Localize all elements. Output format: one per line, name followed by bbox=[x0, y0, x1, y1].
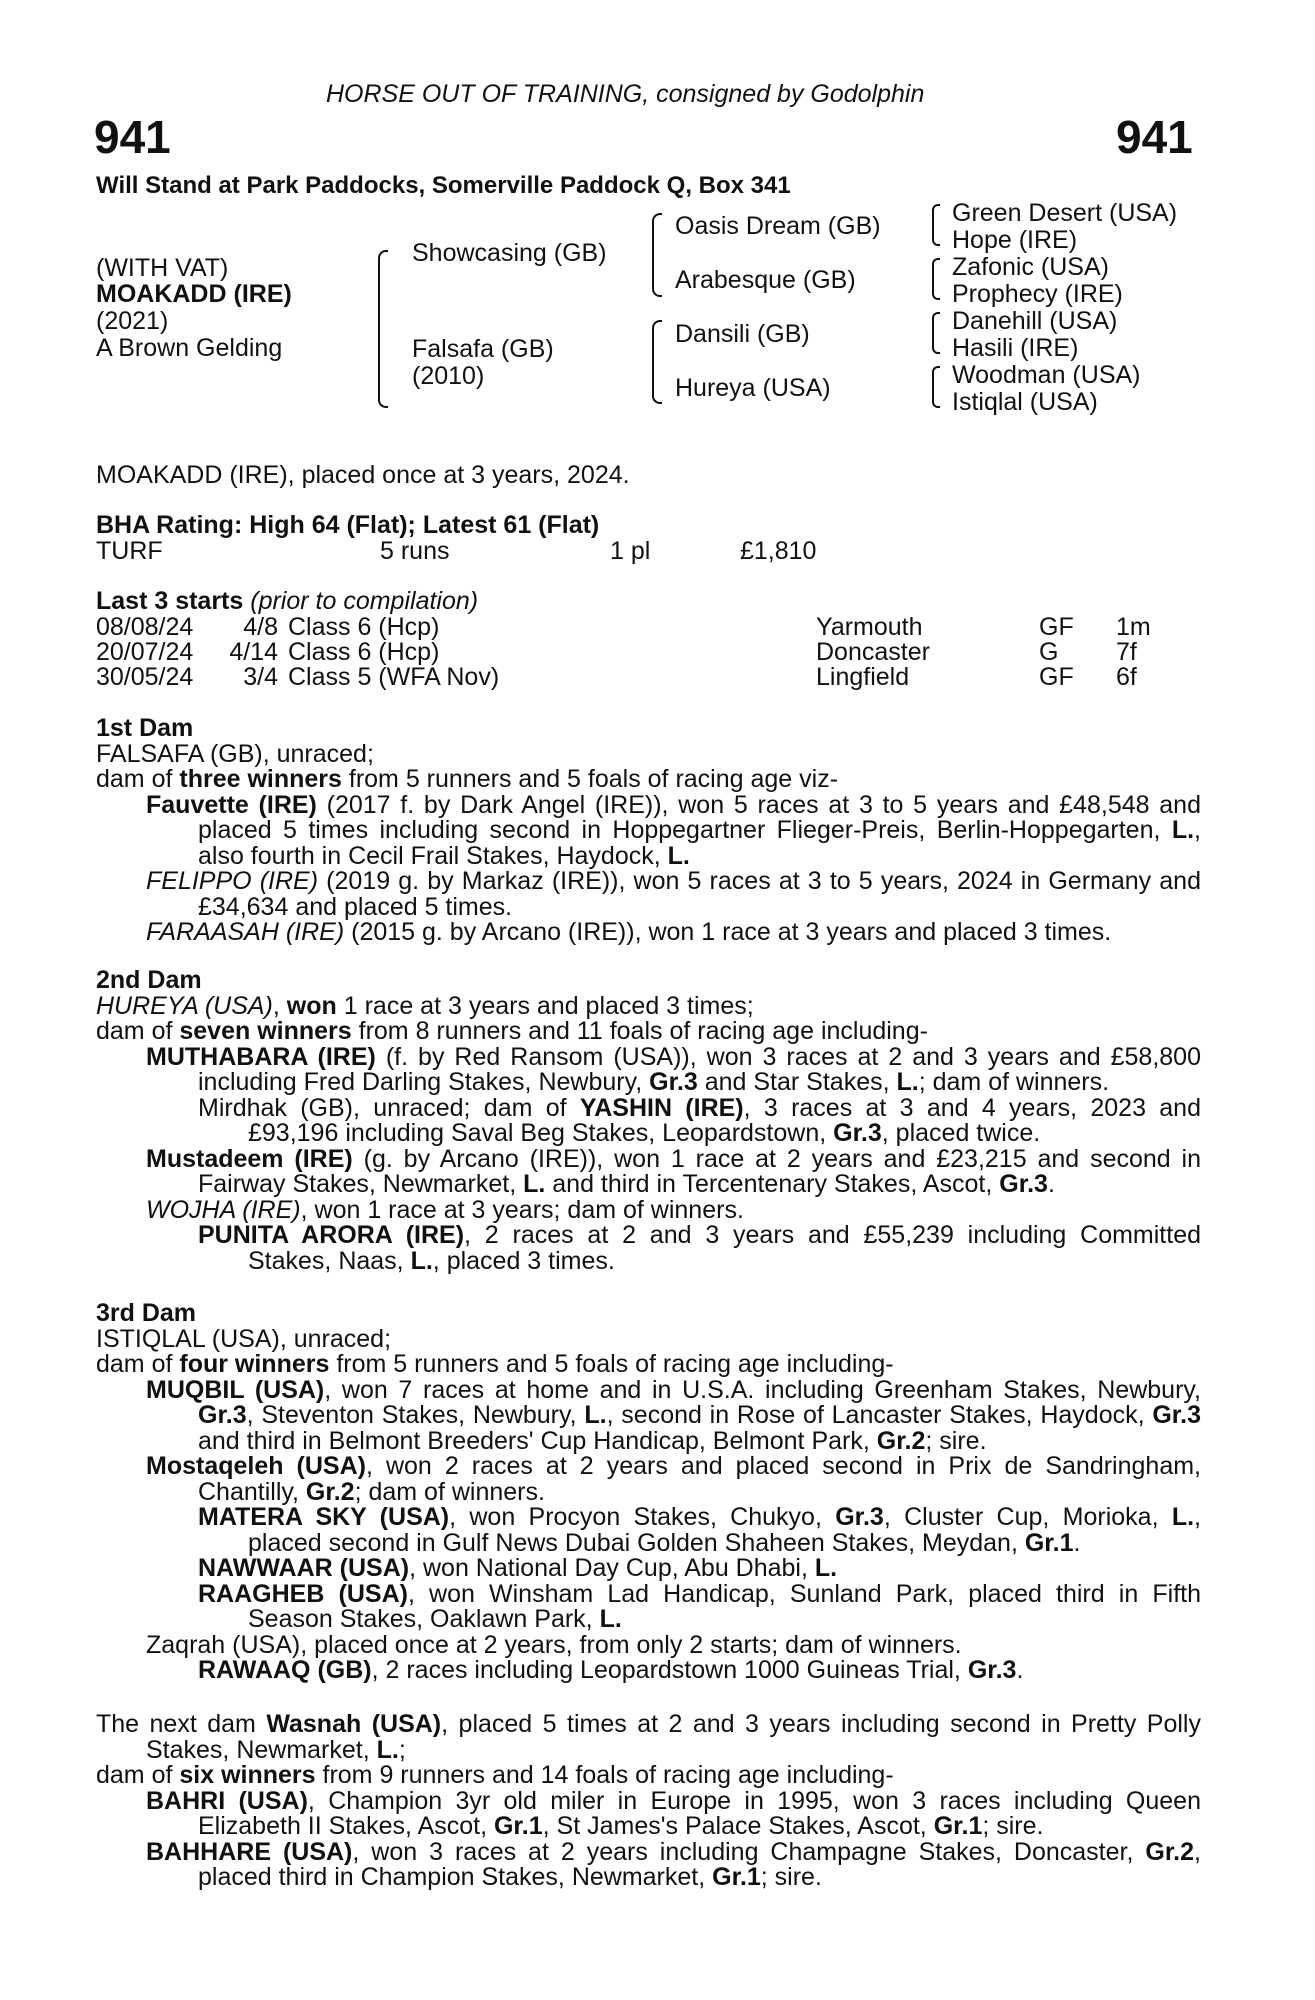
horse-name: MOAKADD (IRE) bbox=[96, 280, 292, 308]
gen4-7: Woodman (USA) bbox=[952, 361, 1141, 389]
produce-entry: MATERA SKY (USA), won Procyon Stakes, Chukyo, Gr.3, Cluster Cup, Morioka, L., placed second in Gulf News Dubai Golden Shaheen Stakes, Meydan, Gr.1. bbox=[198, 1503, 1201, 1557]
gen3-4: Hureya (USA) bbox=[675, 374, 831, 402]
gen4-1: Green Desert (USA) bbox=[952, 199, 1178, 227]
horse-year: (2021) bbox=[96, 307, 169, 335]
last-starts-heading bbox=[96, 589, 478, 615]
produce-entry: Mostaqeleh (USA), won 2 races at 2 years and placed second in Prix de Sandringham, Chantilly, Gr.2; dam of winners. bbox=[146, 1452, 1201, 1506]
rating-title: BHA Rating: High 64 (Flat); Latest 61 (Flat) bbox=[96, 511, 600, 539]
produce-entry: NAWWAAR (USA), won National Day Cup, Abu Dhabi, L. bbox=[198, 1554, 838, 1582]
start-date: 08/08/24 bbox=[96, 613, 194, 641]
gen4-brace-4 bbox=[932, 366, 940, 408]
lot-number-right: 941 bbox=[1116, 111, 1193, 163]
dam-year: (2010) bbox=[412, 362, 485, 390]
produce-entry: PUNITA ARORA (IRE), 2 races at 2 and 3 years and £55,239 including Committed Stakes, Naas, L., placed 3 times. bbox=[198, 1221, 1202, 1275]
gen4-4: Prophecy (IRE) bbox=[952, 280, 1123, 308]
lot-number-left: 941 bbox=[94, 111, 171, 163]
produce-entry: Mustadeem (IRE) (g. by Arcano (IRE)), won 1 race at 2 years and £23,215 and second in Fairway Stakes, Newmarket, L. and third in Tercentenary Stakes, Ascot, Gr.3. bbox=[146, 1144, 1202, 1198]
start-position: 4/8 bbox=[243, 613, 278, 641]
gen4-6: Hasili (IRE) bbox=[952, 334, 1079, 362]
next-dam-section bbox=[96, 1712, 1201, 1891]
produce-entry: Zaqrah (USA), placed once at 2 years, from only 2 starts; dam of winners. bbox=[146, 1630, 962, 1659]
start-course: Doncaster bbox=[816, 638, 930, 666]
rating-runs: 5 runs bbox=[380, 537, 450, 565]
produce-entry: FARAASAH (IRE) (2015 g. by Arcano (IRE)), won 1 race at 3 years and placed 3 times. bbox=[146, 918, 1112, 946]
start-distance: 1m bbox=[1116, 613, 1151, 641]
start-going: GF bbox=[1039, 613, 1074, 641]
start-going: GF bbox=[1039, 663, 1074, 691]
gen4-brace-3 bbox=[932, 312, 940, 354]
produce-entry: MUTHABARA (IRE) (f. by Red Ransom (USA)), won 3 races at 2 and 3 years and £58,800 including Fred Darling Stakes, Newbury, Gr.3 and Star Stakes, L.; dam of winners. bbox=[146, 1042, 1201, 1096]
page-header: HORSE OUT OF TRAINING, consigned by Godolphin bbox=[326, 80, 925, 108]
next-dam-produce-line: dam of six winners from 9 runners and 14 foals of racing age including- bbox=[96, 1761, 894, 1789]
horse-description: A Brown Gelding bbox=[96, 334, 283, 362]
second-dam-section bbox=[96, 968, 1201, 1274]
third-dam-heading: 3rd Dam bbox=[96, 1299, 197, 1327]
second-dam-heading: 2nd Dam bbox=[96, 966, 202, 994]
location: Will Stand at Park Paddocks, Somerville Paddock Q, Box 341 bbox=[96, 172, 791, 199]
dam-line-brace bbox=[652, 320, 662, 404]
produce-entry: Fauvette (IRE) (2017 f. by Dark Angel (IRE)), won 5 races at 3 to 5 years and £48,548 and placed 5 times including second in Hoppegartner Flieger-Preis, Berlin-Hoppegarten, L., also fourth in Cecil Frail Stakes, Haydock, L. bbox=[146, 790, 1201, 870]
produce-entry: RAWAAQ (GB), 2 races including Leopardstown 1000 Guineas Trial, Gr.3. bbox=[198, 1656, 1024, 1684]
gen4-8: Istiqlal (USA) bbox=[952, 388, 1098, 416]
produce-entry: Mirdhak (GB), unraced; dam of YASHIN (IRE), 3 races at 3 and 4 years, 2023 and £93,196 including Saval Beg Stakes, Leopardstown, Gr.3, placed twice. bbox=[198, 1093, 1201, 1147]
start-position: 3/4 bbox=[243, 663, 278, 691]
gen3-3: Dansili (GB) bbox=[675, 320, 810, 348]
last-starts-title: Last 3 starts bbox=[96, 587, 244, 615]
gen4-3: Zafonic (USA) bbox=[952, 253, 1109, 281]
rating-placed: 1 pl bbox=[610, 537, 651, 565]
start-course: Lingfield bbox=[816, 663, 910, 691]
rating-surface: TURF bbox=[96, 537, 163, 565]
gen3-2: Arabesque (GB) bbox=[675, 266, 856, 294]
rating-earnings: £1,810 bbox=[740, 537, 817, 565]
start-position: 4/14 bbox=[229, 638, 278, 666]
gen3-1: Oasis Dream (GB) bbox=[675, 212, 881, 240]
next-dam-line: The next dam Wasnah (USA), placed 5 times at 2 and 3 years including second in Pretty Polly Stakes, Newmarket, L.; bbox=[96, 1710, 1201, 1764]
produce-entry: BAHRI (USA), Champion 3yr old miler in Europe in 1995, won 3 races including Queen Elizabeth II Stakes, Ascot, Gr.1, St James's Palace Stakes, Ascot, Gr.1; sire. bbox=[146, 1786, 1201, 1840]
second-dam-produce-line: dam of seven winners from 8 runners and 11 foals of racing age including- bbox=[96, 1017, 928, 1045]
gen4-brace-1 bbox=[932, 204, 940, 246]
produce-entry: WOJHA (IRE), won 1 race at 3 years; dam of winners. bbox=[146, 1195, 744, 1224]
produce-entry: RAAGHEB (USA), won Winsham Lad Handicap, Sunland Park, placed third in Fifth Season Stakes, Oaklawn Park, L. bbox=[198, 1579, 1201, 1633]
sire-line-brace bbox=[652, 213, 662, 297]
last-starts-note: (prior to compilation) bbox=[250, 587, 479, 615]
second-dam-line: HUREYA (USA), won 1 race at 3 years and placed 3 times; bbox=[96, 991, 754, 1020]
start-distance: 7f bbox=[1116, 638, 1137, 666]
start-date: 30/05/24 bbox=[96, 663, 194, 691]
produce-entry: MUQBIL (USA), won 7 races at home and in U.S.A. including Greenham Stakes, Newbury, Gr.3, Steventon Stakes, Newbury, L., second in Rose of Lancaster Stakes, Haydock, Gr.3 and third in Belmont Breeders' Cup Handicap, Belmont Park, Gr.2; sire. bbox=[146, 1375, 1201, 1455]
gen4-brace-2 bbox=[932, 258, 940, 300]
third-dam-line: ISTIQLAL (USA), unraced; bbox=[96, 1324, 392, 1353]
start-going: G bbox=[1039, 638, 1059, 666]
third-dam-section bbox=[96, 1301, 1201, 1684]
produce-entry: BAHHARE (USA), won 3 races at 2 years including Champagne Stakes, Doncaster, Gr.2, placed third in Champion Stakes, Newmarket, Gr.1; sire. bbox=[146, 1837, 1201, 1891]
first-dam-heading: 1st Dam bbox=[96, 714, 194, 742]
start-distance: 6f bbox=[1116, 663, 1137, 691]
gen4-5: Danehill (USA) bbox=[952, 307, 1118, 335]
dam: Falsafa (GB) bbox=[412, 335, 554, 363]
sire: Showcasing (GB) bbox=[412, 239, 607, 267]
start-race: Class 5 (WFA Nov) bbox=[288, 663, 500, 691]
start-course: Yarmouth bbox=[816, 613, 923, 641]
summary: MOAKADD (IRE), placed once at 3 years, 2024. bbox=[96, 461, 630, 489]
gen4-2: Hope (IRE) bbox=[952, 226, 1078, 254]
first-dam-line: FALSAFA (GB), unraced; bbox=[96, 739, 374, 768]
vat-label: (WITH VAT) bbox=[96, 254, 229, 282]
sire-dam-brace bbox=[378, 250, 388, 408]
start-race: Class 6 (Hcp) bbox=[288, 613, 440, 641]
first-dam-produce-line: dam of three winners from 5 runners and 5 foals of racing age viz- bbox=[96, 765, 839, 793]
start-date: 20/07/24 bbox=[96, 638, 194, 666]
first-dam-section bbox=[96, 716, 1201, 946]
start-race: Class 6 (Hcp) bbox=[288, 638, 440, 666]
produce-entry: FELIPPO (IRE) (2019 g. by Markaz (IRE)), won 5 races at 3 to 5 years, 2024 in Germany and £34,634 and placed 5 times. bbox=[146, 867, 1201, 921]
third-dam-produce-line: dam of four winners from 5 runners and 5 foals of racing age including- bbox=[96, 1350, 894, 1378]
